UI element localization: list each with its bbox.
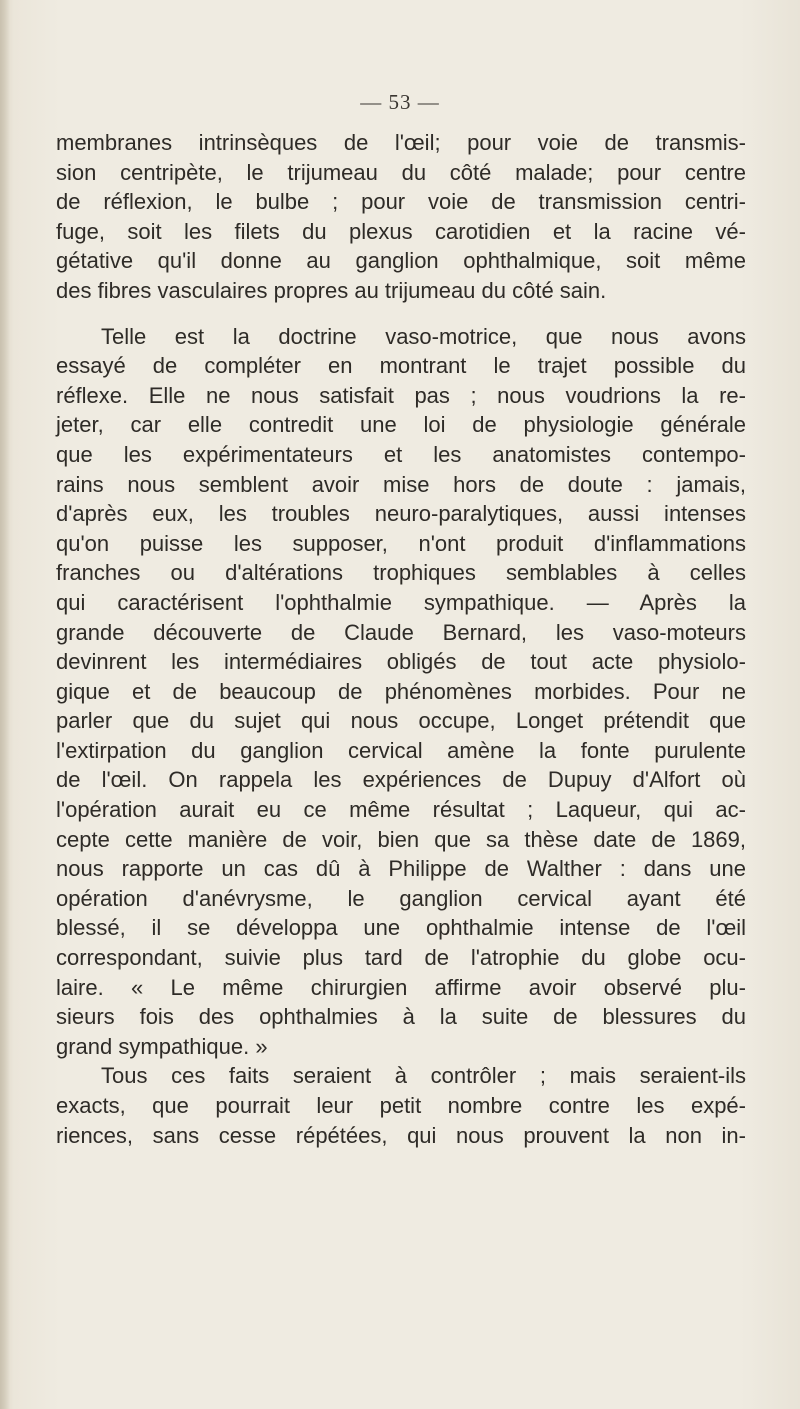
text-line: blessé, il se développa une ophthalmie intense de l'œil	[56, 915, 746, 941]
text-line: Tous ces faits seraient à contrôler ; mais seraient-ils	[101, 1063, 746, 1089]
paragraph-gap	[56, 306, 746, 322]
text-line: sion centripète, le trijumeau du côté malade; pour centre	[56, 159, 746, 185]
text-line: des fibres vasculaires propres au trijumeau du côté sain.	[56, 277, 607, 303]
text-line: laire. « Le même chirurgien affirme avoir observé plu-	[56, 974, 746, 1000]
text-line: cepte cette manière de voir, bien que sa thèse date de 1869,	[56, 826, 746, 852]
text-line: que les expérimentateurs et les anatomistes contempo-	[56, 441, 746, 467]
text-line: fuge, soit les filets du plexus carotidien et la racine vé-	[56, 218, 746, 244]
text-line: parler que du sujet qui nous occupe, Longet prétendit que	[56, 708, 746, 734]
page-gutter-shadow	[0, 0, 10, 1409]
body-text	[56, 128, 746, 1150]
text-line: correspondant, suivie plus tard de l'atrophie du globe ocu-	[56, 945, 746, 971]
text-line: franches ou d'altérations trophiques semblables à celles	[56, 560, 746, 586]
text-line: gétative qu'il donne au ganglion ophthalmique, soit même	[56, 248, 746, 274]
text-line: nous rapporte un cas dû à Philippe de Walther : dans une	[56, 856, 746, 882]
text-line: gique et de beaucoup de phénomènes morbides. Pour ne	[56, 678, 746, 704]
page-number: — 53 —	[360, 90, 440, 114]
text-line: l'opération aurait eu ce même résultat ; Laqueur, qui ac-	[56, 797, 746, 823]
text-line: qui caractérisent l'ophthalmie sympathique. — Après la	[56, 589, 746, 615]
text-line: sieurs fois des ophthalmies à la suite de blessures du	[56, 1004, 746, 1030]
text-line: réflexe. Elle ne nous satisfait pas ; nous voudrions la re-	[56, 382, 746, 408]
text-line: qu'on puisse les supposer, n'ont produit d'inflammations	[56, 530, 746, 556]
text-line: jeter, car elle contredit une loi de physiologie générale	[56, 412, 746, 438]
text-line: Telle est la doctrine vaso-motrice, que nous avons	[101, 323, 746, 349]
text-line: membranes intrinsèques de l'œil; pour voie de transmis-	[56, 130, 746, 155]
text-line: essayé de compléter en montrant le trajet possible du	[56, 353, 746, 379]
text-line: de l'œil. On rappela les expériences de Dupuy d'Alfort où	[56, 767, 746, 793]
text-line: devinrent les intermédiaires obligés de tout acte physiolo-	[56, 649, 746, 675]
text-line: d'après eux, les troubles neuro-paralytiques, aussi intenses	[56, 501, 746, 527]
text-line: grand sympathique. »	[56, 1033, 268, 1059]
text-line: exacts, que pourrait leur petit nombre contre les expé-	[56, 1093, 746, 1118]
text-line: opération d'anévrysme, le ganglion cervical ayant été	[56, 885, 746, 911]
text-line: l'extirpation du ganglion cervical amène la fonte purulente	[56, 737, 746, 763]
text-line: riences, sans cesse répétées, qui nous prouvent la non in-	[56, 1122, 746, 1148]
text-line: grande découverte de Claude Bernard, les vaso-moteurs	[56, 619, 746, 645]
text-line: de réflexion, le bulbe ; pour voie de transmission centri-	[56, 189, 746, 215]
text-line: rains nous semblent avoir mise hors de doute : jamais,	[56, 471, 746, 497]
